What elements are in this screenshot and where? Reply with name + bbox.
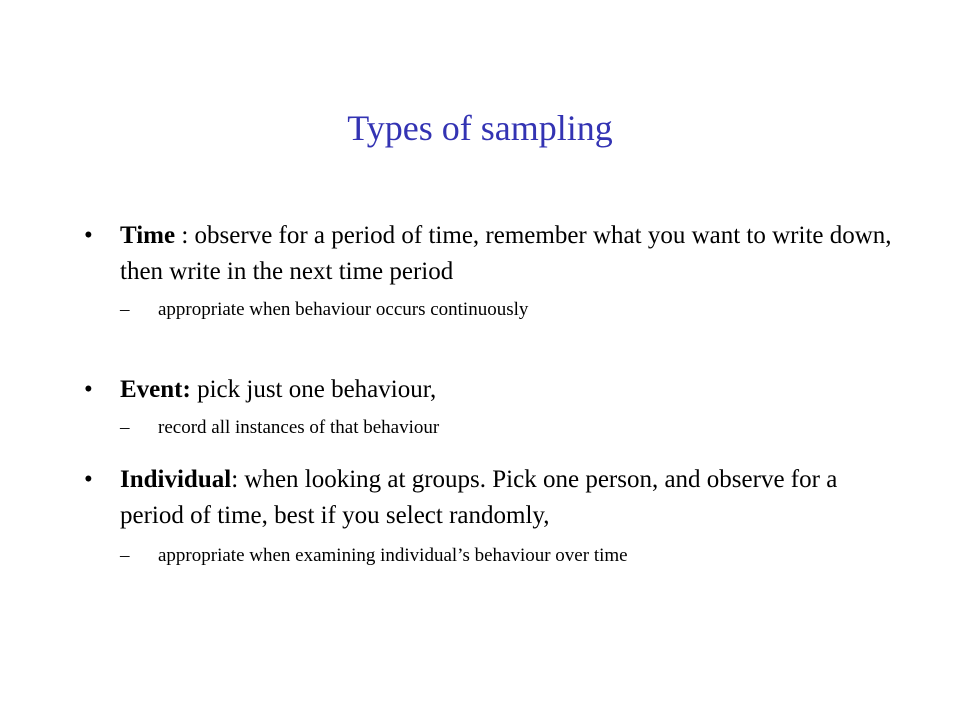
bullet-symbol: • bbox=[84, 466, 93, 493]
bullet-term: Time bbox=[120, 222, 176, 249]
slide-title: Types of sampling bbox=[347, 108, 613, 148]
sub-bullet-event bbox=[84, 414, 904, 442]
bullet-term: Individual bbox=[120, 466, 232, 493]
bullet-list bbox=[84, 218, 904, 570]
bullet-symbol: • bbox=[84, 376, 93, 403]
sub-bullet-text: appropriate when examining individual’s behaviour over time bbox=[158, 545, 628, 566]
dash-symbol: – bbox=[120, 417, 130, 438]
bullet-individual bbox=[84, 462, 904, 534]
bullet-text: pick just one behaviour, bbox=[190, 376, 437, 403]
dash-symbol: – bbox=[120, 545, 130, 566]
bullet-event bbox=[84, 372, 904, 408]
sub-bullet-text: appropriate when behaviour occurs continuously bbox=[158, 299, 529, 320]
sub-bullet-time bbox=[84, 296, 904, 324]
bullet-text: : observe for a period of time, remember what you want to write down, then write in the next time period bbox=[120, 222, 892, 285]
sub-bullet-individual bbox=[84, 542, 904, 570]
bullet-text: : when looking at groups. Pick one person, and observe for a period of time, best if you select randomly, bbox=[120, 466, 838, 529]
dash-symbol: – bbox=[120, 299, 130, 320]
bullet-term: Event: bbox=[120, 376, 191, 403]
bullet-time bbox=[84, 218, 904, 290]
sub-bullet-text: record all instances of that behaviour bbox=[158, 417, 440, 438]
bullet-symbol: • bbox=[84, 222, 93, 249]
